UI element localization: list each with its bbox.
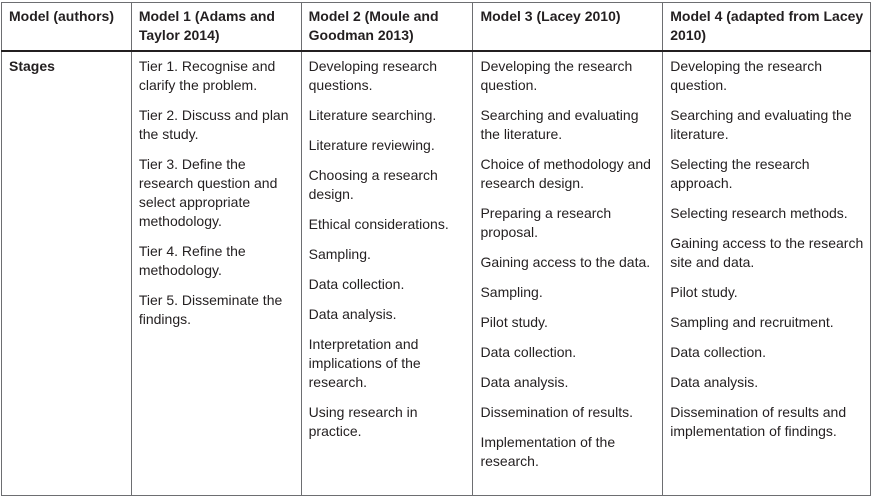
stage-item: Interpretation and implications of the research. [308,335,421,390]
stage-item: Choice of methodology and research design. [480,155,651,191]
stage-item: Selecting research methods. [670,204,848,221]
stage-item: Dissemination of results and implementation of findings. [670,403,847,439]
stage-item: Searching and evaluating the literature. [480,106,639,142]
model-2-stages-cell [301,51,473,496]
research-models-table [1,2,871,496]
stage-item: Tier 1. Recognise and clarify the problem. [138,57,276,93]
stage-item: Dissemination of results. [480,403,633,420]
stage-item: Data collection. [670,343,766,360]
model-4-stages-cell [663,51,871,496]
stage-item: Choosing a research design. [308,166,438,202]
stage-item: Developing research questions. [308,57,438,93]
stage-item: Using research in practice. [308,403,418,439]
stage-item: Gaining access to the data. [480,253,651,270]
stage-item: Data collection. [308,275,405,292]
model-2-stage-list [309,57,467,441]
header-model-authors: Model (authors) [2,3,132,51]
model-4-stage-list [670,57,864,441]
model-1-stage-list [139,57,295,329]
stage-item: Data analysis. [480,373,569,390]
stage-item: Sampling. [480,283,543,300]
stage-item: Tier 4. Refine the methodology. [138,242,246,278]
stage-item: Data collection. [480,343,577,360]
stage-item: Literature searching. [308,106,437,123]
stage-item: Preparing a research proposal. [480,204,612,240]
stage-item: Tier 3. Define the research question and select appropriate methodology. [138,155,278,229]
stage-item: Tier 2. Discuss and plan the study. [138,106,289,142]
stage-item: Gaining access to the research site and data. [670,234,864,270]
stage-item: Searching and evaluating the literature. [670,106,852,142]
stage-item: Implementation of the research. [480,433,616,469]
header-model-2: Model 2 (Moule and Goodman 2013) [301,3,473,51]
stage-item: Data analysis. [670,373,759,390]
stage-item: Sampling. [308,245,371,262]
header-model-4: Model 4 (adapted from Lacey 2010) [663,3,871,51]
stages-row [2,51,871,496]
row-label-stages: Stages [2,51,132,496]
header-model-3: Model 3 (Lacey 2010) [473,3,663,51]
header-model-1: Model 1 (Adams and Taylor 2014) [131,3,301,51]
stage-item: Developing the research question. [480,57,633,93]
stage-item: Pilot study. [670,283,738,300]
model-3-stage-list [480,57,656,471]
model-1-stages-cell [131,51,301,496]
stage-item: Pilot study. [480,313,548,330]
stage-item: Sampling and recruitment. [670,313,834,330]
stage-item: Developing the research question. [670,57,823,93]
stage-item: Literature reviewing. [308,136,435,153]
header-row [2,3,871,51]
stage-item: Selecting the research approach. [670,155,810,191]
model-3-stages-cell [473,51,663,496]
stage-item: Ethical considerations. [308,215,449,232]
stage-item: Tier 5. Disseminate the findings. [138,291,283,327]
stage-item: Data analysis. [308,305,397,322]
